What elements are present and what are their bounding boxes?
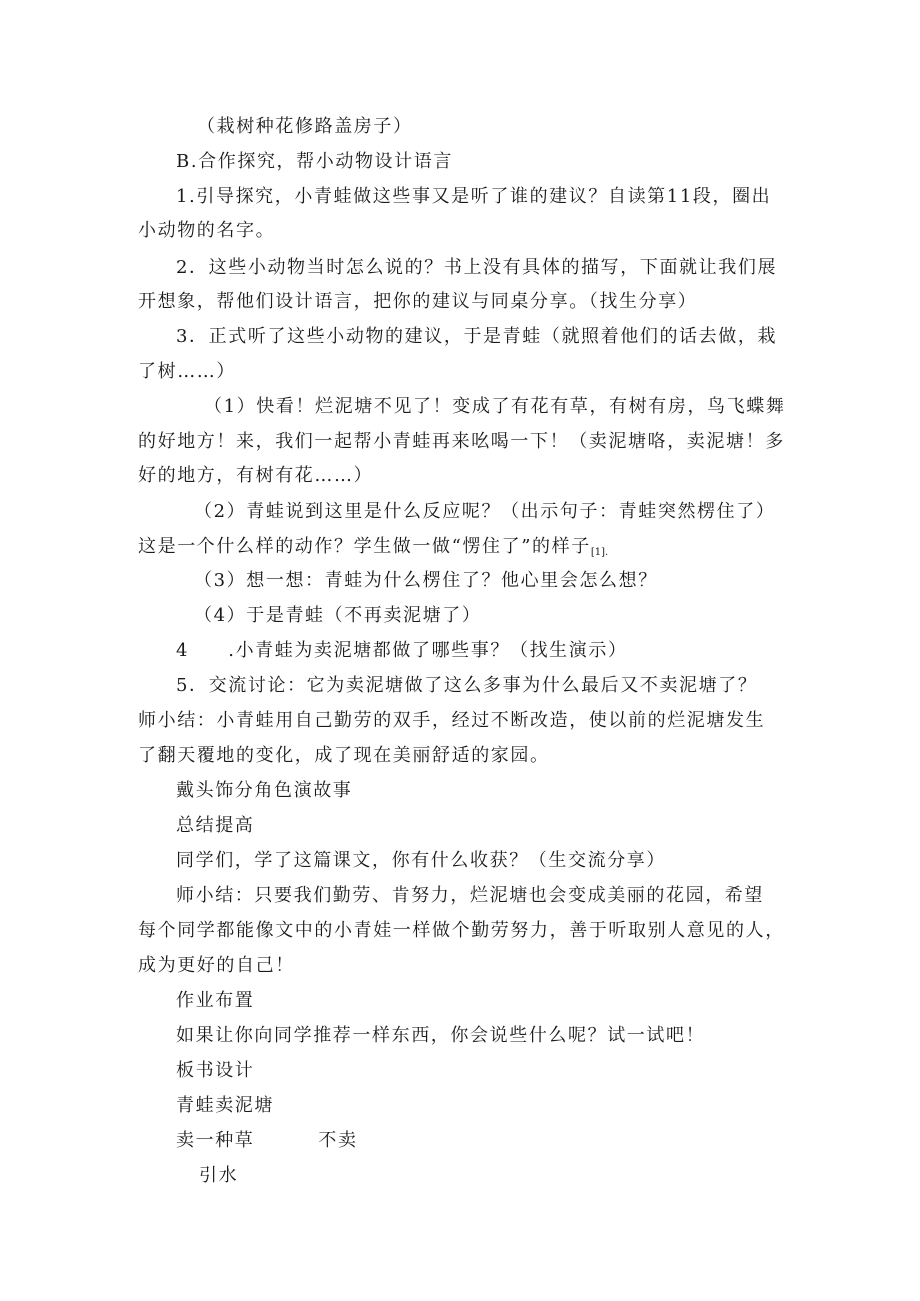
text-line: 了翻天覆地的变化，成了现在美丽舒适的家园。 xyxy=(138,745,550,766)
board-left-text: 卖一种草 xyxy=(176,1130,255,1151)
footnote-marker: [1]. xyxy=(590,547,609,558)
text-line: 师小结：小青蛙用自己勤劳的双手，经过不断改造，使以前的烂泥塘发生 xyxy=(138,710,766,731)
text-line: 了树……） xyxy=(138,361,236,382)
board-row: 引水 xyxy=(199,1165,239,1186)
text-line: 小动物的名字。 xyxy=(138,220,276,241)
text-line: 成为更好的自己！ xyxy=(138,955,295,976)
text-line: 的好地方！来，我们一起帮小青蛙再来吆喝一下！（卖泥塘咯，卖泥塘！多 xyxy=(138,431,785,452)
board-right-text: 不卖 xyxy=(318,1130,358,1151)
text-line: 2．这些小动物当时怎么说的？书上没有具体的描写，下面就让我们展 xyxy=(176,257,778,278)
board-title: 青蛙卖泥塘 xyxy=(176,1095,274,1116)
section-heading: 板书设计 xyxy=(176,1060,255,1081)
text-line: 4 .小青蛙为卖泥塘都做了哪些事？（找生演示） xyxy=(176,640,628,661)
text-line: （2）青蛙说到这里是什么反应呢？（出示句子：青蛙突然楞住了） xyxy=(194,501,776,522)
text-line: 每个同学都能像文中的小青娃一样做个勤劳努力，善于听取别人意见的人， xyxy=(138,920,785,941)
text-line: （3）想一想：青蛙为什么楞住了？他心里会怎么想？ xyxy=(194,570,658,591)
text-line: （栽树种花修路盖房子） xyxy=(197,116,413,137)
text-line: 戴头饰分角色演故事 xyxy=(176,780,353,801)
section-heading: 总结提高 xyxy=(176,815,255,836)
text-line: 如果让你向同学推荐一样东西，你会说些什么呢？试一试吧！ xyxy=(176,1025,706,1046)
text-line: 1.引导探究，小青蛙做这些事又是听了谁的建议？自读第11段，圈出 xyxy=(176,186,772,207)
text-line: （4）于是青蛙（不再卖泥塘了） xyxy=(194,605,482,626)
text-line: （1）快看！烂泥塘不见了！变成了有花有草，有树有房，鸟飞蝶舞 xyxy=(204,396,786,417)
text-line: 5．交流讨论：它为卖泥塘做了这么多事为什么最后又不卖泥塘了？ xyxy=(176,675,758,696)
section-heading: 作业布置 xyxy=(176,990,255,1011)
text-segment: 这是一个什么样的动作？学生做一做“愣住了”的样子 xyxy=(138,536,591,557)
text-line: 好的地方，有树有花……） xyxy=(138,465,374,486)
text-line: 3．正式听了这些小动物的建议，于是青蛙（就照着他们的话去做，栽 xyxy=(176,326,778,347)
text-line: 师小结：只要我们勤劳、肯努力，烂泥塘也会变成美丽的花园，希望 xyxy=(176,885,764,906)
text-line: 开想象，帮他们设计语言，把你的建议与同桌分享。（找生分享） xyxy=(138,291,698,312)
board-row xyxy=(176,1129,358,1153)
text-line xyxy=(138,535,608,565)
text-line: 同学们，学了这篇课文，你有什么收获？（生交流分享） xyxy=(176,850,666,871)
section-heading: B.合作探究，帮小动物设计语言 xyxy=(176,151,453,172)
